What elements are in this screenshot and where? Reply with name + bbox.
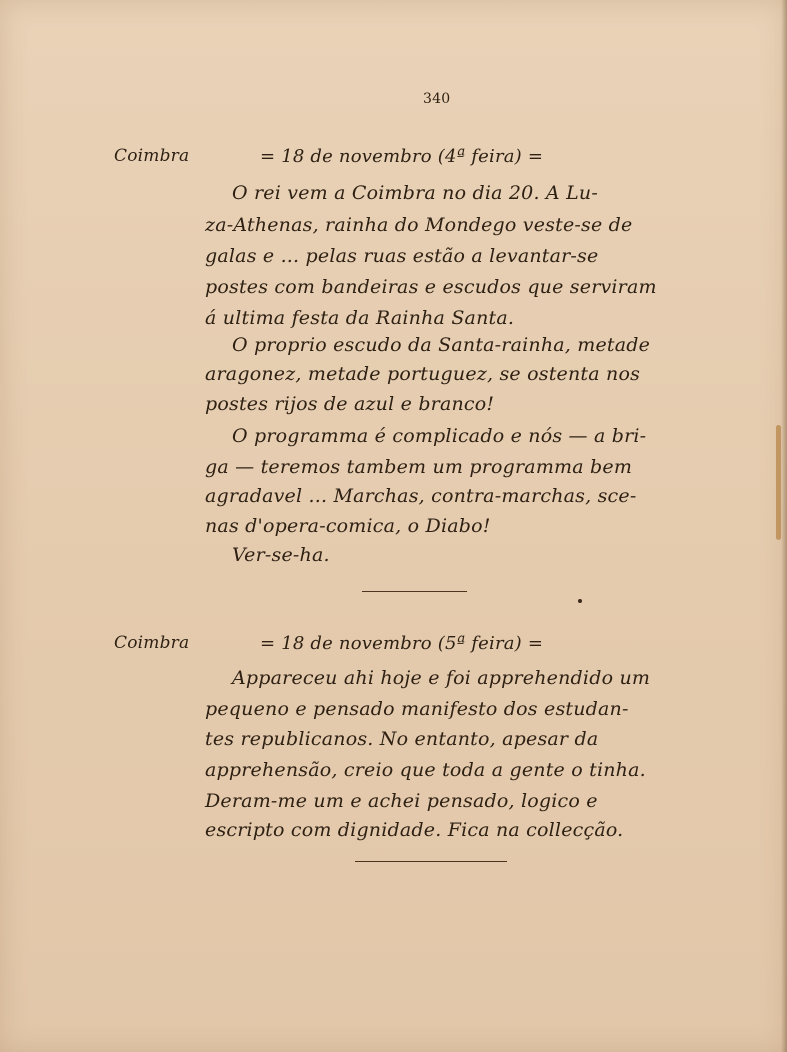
entry-heading: = 18 de novembro (5ª feira) = [260, 633, 544, 654]
entry-place: Coimbra [114, 633, 190, 653]
section-divider [355, 861, 507, 862]
binding-mark [776, 425, 781, 540]
entry-place: Coimbra [114, 146, 190, 166]
text-line: aragonez, metade portuguez, se ostenta nos [205, 363, 641, 385]
section-divider [362, 591, 467, 592]
text-line: za-Athenas, rainha do Mondego veste-se de [205, 214, 633, 236]
text-line: Deram-me um e achei pensado, logico e [205, 790, 598, 812]
text-line: apprehensão, creio que toda a gente o tinha. [205, 759, 646, 781]
page-edge-shadow [781, 0, 787, 1052]
page-number: 340 [423, 91, 451, 107]
text-line: ga — teremos tambem um programma bem [205, 456, 633, 478]
text-line: Ver-se-ha. [232, 544, 330, 566]
text-line: tes republicanos. No entanto, apesar da [205, 728, 599, 750]
text-line: nas d'opera-comica, o Diabo! [205, 515, 491, 537]
text-line: Appareceu ahi hoje e foi apprehendido um [232, 667, 651, 689]
text-line: á ultima festa da Rainha Santa. [205, 307, 515, 329]
text-line: agradavel ... Marchas, contra-marchas, sce- [205, 485, 637, 507]
text-line: galas e ... pelas ruas estão a levantar-se [205, 245, 599, 267]
text-line: O proprio escudo da Santa-rainha, metade [232, 334, 651, 356]
text-line: pequeno e pensado manifesto dos estudan- [205, 698, 629, 720]
ink-speck [578, 599, 582, 603]
text-line: escripto com dignidade. Fica na collecção. [205, 819, 624, 841]
entry-heading: = 18 de novembro (4ª feira) = [260, 146, 544, 167]
text-line: postes rijos de azul e branco! [205, 393, 495, 415]
text-line: O programma é complicado e nós — a bri- [232, 425, 647, 447]
text-line: postes com bandeiras e escudos que serviram [205, 276, 657, 298]
text-line: O rei vem a Coimbra no dia 20. A Lu- [232, 182, 598, 204]
